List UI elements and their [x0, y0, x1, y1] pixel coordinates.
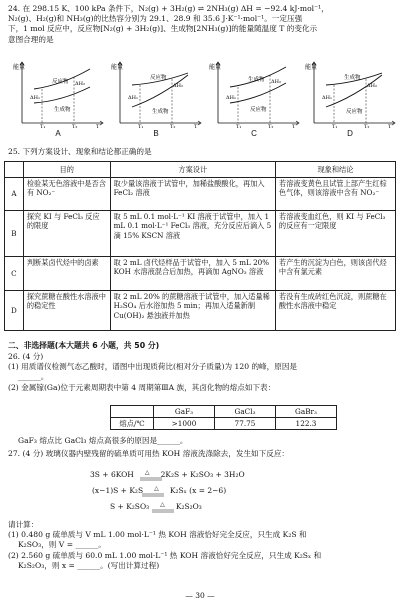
section-heading: 二、非选择题(本大题共 6 小题，共 50 分) — [8, 341, 160, 350]
graph-b-ylabel: 能量 — [111, 64, 124, 71]
question-26 — [8, 352, 392, 393]
graph-d-ylabel: 能量 — [305, 64, 318, 71]
q25-goal: 探究蔗糖在酸性水溶液中的稳定性 — [23, 291, 110, 331]
graph-b-dh2: ΔH₂ — [173, 83, 183, 89]
q26-td-gacl3: 77.75 — [215, 418, 276, 430]
graph-b-top: 反应物 — [150, 75, 167, 81]
graph-d — [304, 57, 396, 141]
eq1-delta: △ — [144, 469, 150, 476]
graph-c-top: 生成物 — [248, 77, 265, 83]
q24-line2: N₂(g)、H₂(g)和 NH₃(g)的比热容分别为 29.1、28.9 和 35.6 J·K⁻¹·mol⁻¹。一定压强 — [8, 14, 303, 24]
graph-b-t: T — [194, 124, 198, 129]
graph-a-t2: T₂ — [72, 124, 78, 129]
q25-goal: 探究 KI 与 FeCl₃ 反应的限度 — [23, 211, 110, 257]
q25-option: A — [5, 178, 24, 211]
graph-a — [12, 57, 104, 141]
graph-a-letter: A — [55, 129, 61, 138]
graph-a-ylabel: 能量 — [13, 64, 26, 71]
graph-b-bottom: 生成物 — [152, 109, 169, 115]
q25-header-goal: 目的 — [23, 162, 110, 178]
q25-design: 取 2 mL 20% 的蔗糖溶液于试管中，加入适量稀 H₂SO₄ 后水浴加热 5 min；再加入适量新制 Cu(OH)₂ 悬浊液并加热 — [110, 291, 275, 331]
q26-th-gaf3: GaF₃ — [154, 406, 215, 418]
q26-part1: (1) 用质谱仪检测气态乙酸时，谱图中出现质荷比(相对分子质量)为 120 的峰，原因是 — [8, 362, 298, 372]
q25-header-result: 现象和结论 — [275, 162, 395, 178]
graph-d-t2: T₂ — [364, 124, 370, 129]
graph-c-bottom: 反应物 — [250, 107, 267, 113]
q25-row-b — [5, 211, 396, 257]
q27-head: 27. (4 分) 玻璃仪器内壁残留的硫单质可用热 KOH 溶液洗涤除去，发生如下反应： — [8, 449, 290, 458]
q24-line4: 意图合理的是 — [8, 34, 54, 44]
graph-a-t1: T₁ — [40, 124, 46, 129]
graph-a-t: T — [96, 124, 100, 129]
q26-td-gaf3: >1000 — [154, 418, 215, 430]
q25-option: C — [5, 257, 24, 291]
q25-design: 取 2 mL 卤代烃样品于试管中，加入 5 mL 20% KOH 水溶液混合后加热，再滴加 AgNO₃ 溶液 — [110, 257, 275, 291]
graph-b-letter: B — [153, 129, 159, 138]
graph-c-t: T — [292, 124, 296, 129]
eq3-left: S + K₂SO₃ — [110, 502, 150, 511]
graph-b-dh1: ΔH₁ — [128, 95, 138, 101]
q27-part1-cont: K₂SO₃，则 V = ______。 — [18, 540, 106, 550]
q26-td-label: 熔点/℃ — [111, 418, 154, 430]
graph-c-dh2: ΔH₂ — [271, 79, 281, 85]
q25-design: 取少量该溶液于试管中，加稀盐酸酸化，再加入 FeCl₂ 溶液 — [110, 178, 275, 211]
q27-body — [8, 520, 392, 571]
eq1-left: 3S + 6KOH — [90, 470, 134, 479]
eq3-right: K₂S₂O₃ — [175, 502, 202, 511]
q26-table — [110, 405, 337, 430]
q25-row-a — [5, 178, 396, 211]
q26-th-gacl3: GaCl₃ — [215, 406, 276, 418]
eq2-right: K₂Sₓ (x = 2~6) — [169, 486, 227, 495]
question-24 — [8, 4, 392, 45]
q27-part2: (2) 2.560 g 硫单质与 60.0 mL 1.00 mol·L⁻¹ 热 KOH 溶液恰好完全反应，只生成 K₂Sₓ 和 — [8, 550, 322, 560]
q25-row-d — [5, 291, 396, 331]
graph-c-t2: T₂ — [268, 124, 274, 129]
graph-a-dh1: ΔH₁ — [30, 95, 40, 101]
page-number: — 30 — — [185, 591, 215, 600]
graph-b-t1: T₁ — [138, 124, 144, 129]
eq1-arrow — [140, 477, 162, 481]
q26-head: 26. (4 分) — [8, 352, 44, 361]
q25-design: 取 5 mL 0.1 mol·L⁻¹ KI 溶液于试管中，加入 1 mL 0.1 mol·L⁻¹ FeCl₃ 溶液，充分反应后滴入 5 滴 15% KSCN 溶液 — [110, 211, 275, 257]
q26-table-head — [111, 406, 337, 418]
q25-table — [4, 161, 396, 331]
graph-b — [110, 57, 202, 141]
graph-c-t1: T₁ — [236, 124, 242, 129]
graph-d-t: T — [388, 124, 392, 129]
graph-d-dh2: ΔH₂ — [367, 83, 377, 89]
q27-part1: (1) 0.480 g 硫单质与 V mL 1.00 mol·L⁻¹ 热 KOH 溶液恰好完全反应，只生成 K₂S 和 — [8, 530, 307, 540]
q27-part2-cont: K₂S₂O₃，则 x = ______。(写出计算过程) — [18, 560, 160, 570]
graph-d-top: 生成物 — [344, 75, 361, 81]
q26-th-gabr3: GaBr₃ — [276, 406, 337, 418]
graph-c — [208, 57, 300, 141]
q25-result: 若溶液变血红色，则 KI 与 FeCl₃ 的反应有一定限度 — [275, 211, 395, 257]
graph-a-top: 反应物 — [52, 79, 69, 85]
graph-b-t2: T₂ — [170, 124, 176, 129]
q26-part3: GaF₃ 熔点比 GaCl₃ 熔点高很多的原因是______。 — [18, 436, 188, 445]
eq2-left: (x−1)S + K₂S — [92, 486, 144, 495]
q26-part1-blank: ______。 — [18, 372, 49, 382]
graph-d-dh1: ΔH₁ — [322, 95, 332, 101]
q26-part2: (2) 金属镓(Ga)位于元素周期表中第 4 周期第ⅢA 族，其卤化物的熔点如下表： — [8, 382, 276, 392]
q25-result: 若溶液变黄色且试管上部产生红棕色气体，则该溶液中含有 NO₂⁻ — [275, 178, 395, 211]
q25-result: 若没有生成砖红色沉淀，则蔗糖在酸性水溶液中稳定 — [275, 291, 395, 331]
q26-table-row — [111, 418, 337, 430]
graph-a-dh2: ΔH₂ — [75, 81, 85, 87]
q26-th-0 — [111, 406, 154, 418]
q25-title: 25. 下列方案设计、现象和结论都正确的是 — [8, 147, 152, 156]
q25-option: D — [5, 291, 24, 331]
graph-c-letter: C — [251, 129, 257, 138]
q25-header-0 — [5, 162, 24, 178]
eq3-delta: △ — [160, 501, 165, 508]
q24-line3: 下，1 mol 反应中，反应物[N₂(g) + 3H₂(g)]、生成物[2NH₃(g)]的能量随温度 T 的变化示 — [8, 24, 318, 34]
eq2-arrow — [142, 493, 164, 497]
q25-goal: 判断某卤代烃中的卤素 — [23, 257, 110, 291]
graph-c-ylabel: 能量 — [209, 64, 222, 71]
graph-c-dh1: ΔH₁ — [226, 95, 236, 101]
graph-d-letter: D — [347, 129, 353, 138]
q25-result: 若产生的沉淀为白色，则该卤代烃中含有氯元素 — [275, 257, 395, 291]
graph-d-t1: T₁ — [332, 124, 338, 129]
graph-d-bottom: 反应物 — [346, 109, 363, 115]
q25-row-c — [5, 257, 396, 291]
q26-td-gabr3: 122.3 — [276, 418, 337, 430]
eq3-arrow — [152, 509, 174, 513]
q25-goal: 检验某无色溶液中是否含有 NO₂⁻ — [23, 178, 110, 211]
q27-equation-1 — [90, 470, 245, 479]
q24-graphs — [6, 57, 396, 141]
eq1-right: 2K₂S + K₂SO₃ + 3H₂O — [160, 470, 245, 479]
q24-line1: 24. 在 298.15 K、100 kPa 条件下，N₂(g) + 3H₂(g) ⇌ 2NH₃(g) ΔH = −92.4 kJ·mol⁻¹， — [8, 4, 329, 13]
graph-a-bottom: 生成物 — [54, 107, 71, 113]
q25-header-design: 方案设计 — [110, 162, 275, 178]
q25-header-row — [5, 162, 396, 178]
q27-ask: 请计算： — [8, 520, 39, 529]
q25-option: B — [5, 211, 24, 257]
eq2-delta: △ — [154, 485, 159, 492]
